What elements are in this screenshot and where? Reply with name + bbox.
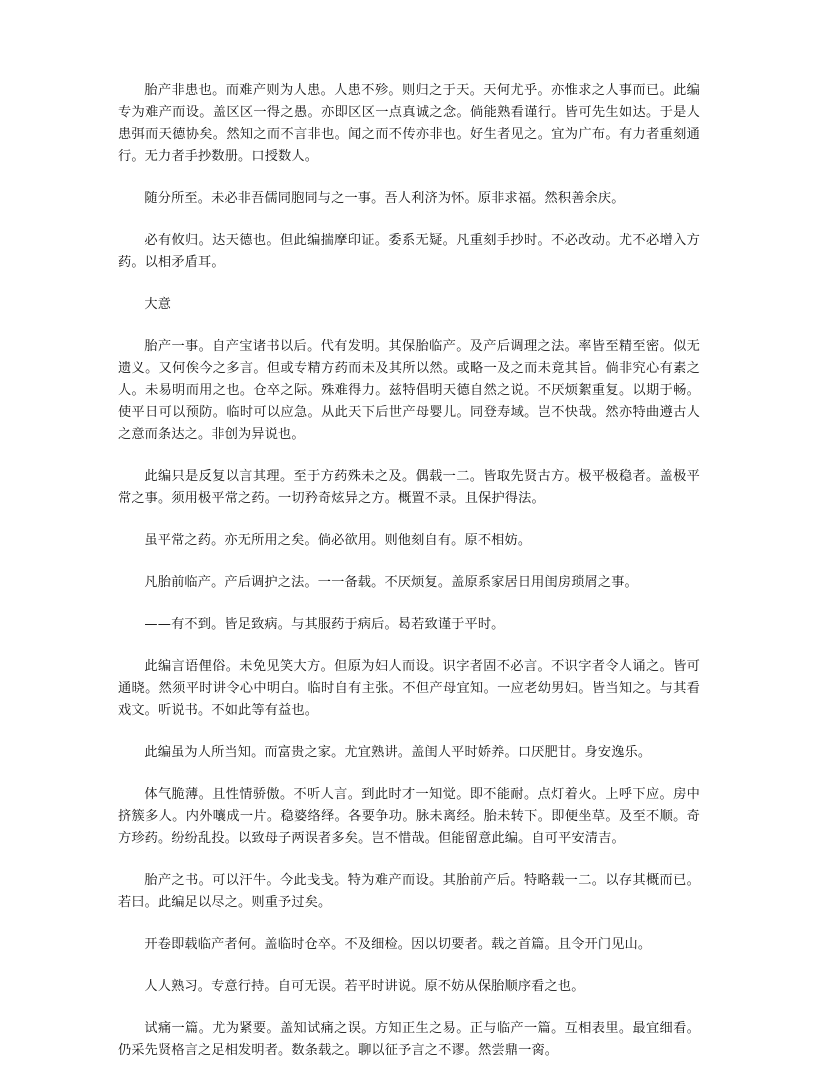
paragraph-preface-2: 随分所至。未必非吾儒同胞同与之一事。吾人利济为怀。原非求福。然积善余庆。 [144, 191, 625, 206]
paragraph-preface-1: 胎产非患也。而难产则为人患。人患不殄。则归之于天。天何尤乎。亦惟求之人事而已。此编专为难产而设。盖区区一得之愚。亦即区区一点真诚之念。倘能熟看谨行。皆可先生如达。于是人患弭而天德协矣。然知之而不言非也。闻之而不传亦非也。好生者见之。宜为广布。有力者重刻通行。无力者手抄数册。口授数人。 [118, 83, 700, 164]
document-body [118, 80, 700, 1082]
paragraph-overview-2: 此编只是反复以言其理。至于方药殊未之及。偶载一二。皆取先贤古方。极平极稳者。盖极平常之事。须用极平常之药。一切矜奇炫异之方。概置不录。且保护得法。 [118, 469, 700, 506]
paragraph-overview-3: 虽平常之药。亦无所用之矣。倘必欲用。则他刻自有。原不相妨。 [144, 533, 532, 548]
paragraph-overview-7: 此编虽为人所当知。而富贵之家。尤宜熟讲。盖闺人平时娇养。口厌肥甘。身安逸乐。 [144, 745, 652, 760]
paragraph-overview-1: 胎产一事。自产宝诸书以后。代有发明。其保胎临产。及产后调理之法。率皆至精至密。似无遗义。又何俟今之多言。但或专精方药而未及其所以然。或略一及之而未竟其旨。倘非究心有素之人。未易明而用之也。仓卒之际。殊难得力。兹特倡明天德自然之说。不厌烦絮重复。以期于畅。使平日可以预防。临时可以应急。从此天下后世产母婴儿。同登寿域。岂不快哉。然亦特曲遵古人之意而条达之。非创为异说也。 [118, 339, 700, 442]
paragraph-overview-6: 此编言语俚俗。未免见笑大方。但原为妇人而设。识字者固不必言。不识字者令人诵之。皆可通晓。然须平时讲令心中明白。临时自有主张。不但产母宜知。一应老幼男妇。皆当知之。与其看戏文。听说书。不如此等有益也。 [118, 659, 700, 718]
paragraph-overview-11: 人人熟习。专意行持。自可无误。若平时讲说。原不妨从保胎顺序看之也。 [144, 979, 585, 994]
paragraph-preface-3: 必有攸归。达天德也。但此编揣摩印证。委系无疑。凡重刻手抄时。不必改动。尤不必增入方药。以相矛盾耳。 [118, 233, 700, 270]
paragraph-overview-10: 开卷即载临产者何。盖临时仓卒。不及细检。因以切要者。载之首篇。且令开门见山。 [144, 937, 652, 952]
paragraph-overview-8: 体气脆薄。且性情骄傲。不听人言。到此时才一知觉。即不能耐。点灯着火。上呼下应。房中挤簇多人。内外嚷成一片。稳婆络绎。各要争功。脉未离经。胎未转下。即便坐草。及至不顺。奇方珍药。纷纷乱投。以致母子两误者多矣。岂不惜哉。但能留意此编。自可平安清吉。 [118, 787, 700, 846]
section-heading: 大意 [144, 297, 172, 312]
paragraph-overview-9: 胎产之书。可以汗牛。今此戋戋。特为难产而设。其胎前产后。特略载一二。以存其概而已。若曰。此编足以尽之。则重予过矣。 [118, 873, 700, 910]
paragraph-overview-4: 凡胎前临产。产后调护之法。一一备载。不厌烦复。盖原系家居日用闺房琐屑之事。 [144, 575, 638, 590]
paragraph-overview-5: ——有不到。皆足致病。与其服药于病后。曷若致谨于平时。 [144, 617, 505, 632]
paragraph-overview-12: 试痛一篇。尤为紧要。盖知试痛之误。方知正生之易。正与临产一篇。互相表里。最宜细看。仍采先贤格言之足相发明者。数条载之。聊以征予言之不谬。然尝鼎一脔。 [118, 1021, 700, 1058]
